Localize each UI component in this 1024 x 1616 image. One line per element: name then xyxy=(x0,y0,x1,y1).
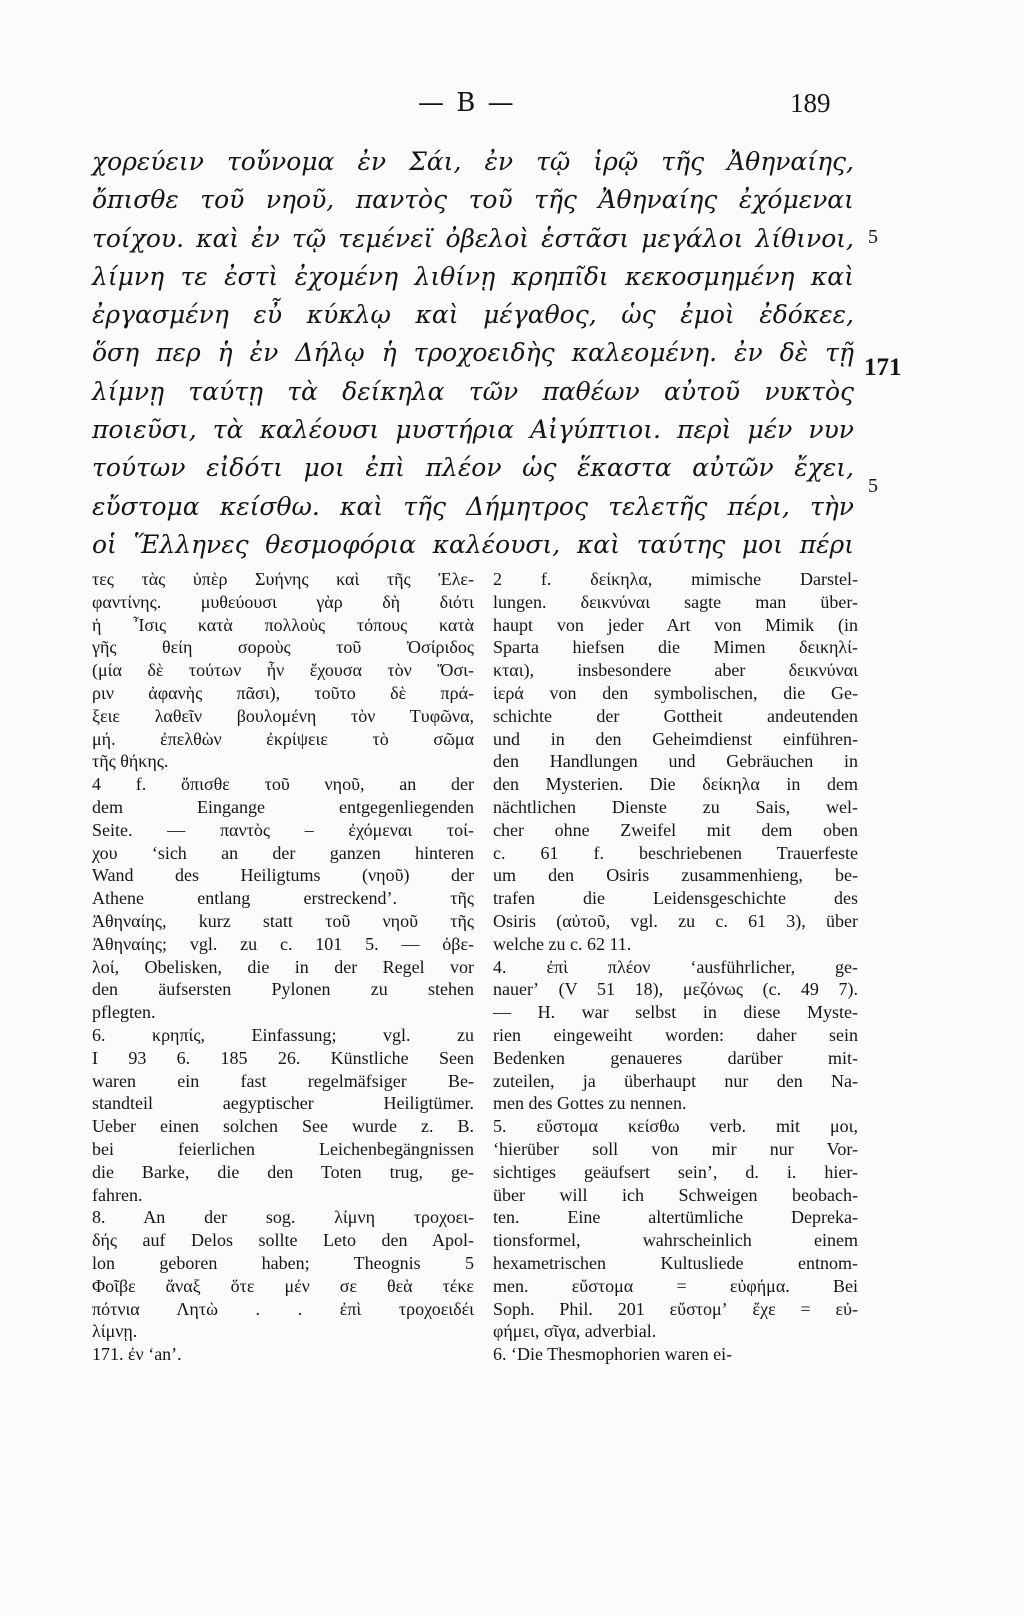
page-number: 189 xyxy=(790,88,831,118)
note-line: fahren. xyxy=(92,1184,143,1205)
note-line: I 93 6. 185 26. Künstliche Seen xyxy=(92,1047,474,1068)
note-line: lon geboren haben; Theognis 5 xyxy=(92,1252,474,1273)
text-line: τοίχου. καὶ ἐν τῷ τεμένεϊ ὀβελοὶ ἑστᾶσι μεγάλοι λίθινοι, xyxy=(92,223,854,253)
note-line: τῆς θήκης. xyxy=(92,751,169,772)
line-number-10: 5 xyxy=(868,475,878,497)
note-line: men des Gottes zu nennen. xyxy=(493,1093,687,1114)
note-line: den Mysterien. Die δείκηλα in dem xyxy=(493,774,858,795)
note-line: γῆς θείη σοροὺς τοῦ Ὀσίριδος xyxy=(92,637,474,658)
note-line: ἱερά von den symbolischen, die Ge- xyxy=(493,682,858,703)
note-line: pflegten. xyxy=(92,1002,156,1023)
note-line: μή. ἐπελθὼν ἐκρίψειε τὸ σῶμα xyxy=(92,728,474,749)
note-line: ʻhierüber soll von mir nur Vor- xyxy=(493,1138,858,1159)
note-line: ξειε λαθεῖν βουλομένη τὸν Τυφῶνα, xyxy=(92,705,474,726)
text-line: ἐργασμένη εὖ κύκλῳ καὶ μέγαθος, ὡς ἐμοὶ ἐδόκεε, xyxy=(92,300,854,330)
note-line: nächtlichen Dienste zu Sais, wel- xyxy=(493,796,858,817)
main-greek-text xyxy=(92,143,854,564)
note-line: 6. ʻDie Thesmophorien waren ei- xyxy=(493,1344,733,1365)
note-line: 4 f. ὄπισθε τοῦ νηοῦ, an der xyxy=(92,774,474,795)
note-line: haupt von jeder Art von Mimik (in xyxy=(493,614,858,635)
text-line: τούτων εἰδότι μοι ἐπὶ πλέον ὡς ἕκαστα αὐτῶν ἔχει, xyxy=(92,453,854,483)
note-line: dem Eingange entgegenliegenden xyxy=(92,796,474,817)
note-line: Ἀθηναίης; vgl. zu c. 101 5. — ὀβε- xyxy=(92,933,474,954)
note-line: φήμει, σῖγα, adverbial. xyxy=(493,1321,657,1342)
note-line: 6. κρηπίς, Einfassung; vgl. zu xyxy=(92,1024,474,1045)
note-line: tionsformel, wahrscheinlich einem xyxy=(493,1230,858,1251)
note-line: λοί, Obelisken, die in der Regel vor xyxy=(92,956,474,977)
note-line: Athene entlang erstreckendʼ. τῆς xyxy=(92,888,474,909)
text-line: εὔστομα κείσθω. καὶ τῆς Δήμητρος τελετῆς πέρι, τὴν xyxy=(92,491,854,521)
note-line: Soph. Phil. 201 εὔστομʼ ἔχε = εὐ- xyxy=(493,1298,858,1319)
note-line: Bedenken genaueres darüber mit- xyxy=(493,1047,858,1068)
note-line: φαντίνης. μυθεύουσι γὰρ δὴ διότι xyxy=(92,591,474,612)
text-line: ποιεῦσι, τὰ καλέουσι μυστήρια Αἰγύπτιοι. περὶ μέν νυν xyxy=(92,415,854,445)
note-line: ἡ Ἶσις κατὰ πολλοὺς τόπους κατὰ xyxy=(92,614,474,635)
note-line: den Handlungen und Gebräuchen in xyxy=(493,751,858,772)
note-line: zuteilen, ja überhaupt nur den Na- xyxy=(493,1070,858,1091)
chapter-number: 171 xyxy=(864,354,902,381)
note-line: Ἀθηναίης, kurz statt τοῦ νηοῦ τῆς xyxy=(92,910,474,931)
note-line: um den Osiris zusammenhieng, be- xyxy=(493,865,858,886)
text-line: λίμνη τε ἐστὶ ἐχομένη λιθίνῃ κρηπῖδι κεκοσμημένη καὶ xyxy=(92,261,854,291)
note-line: Osiris (αὐτοῦ, vgl. zu c. 61 3), über xyxy=(493,910,858,931)
note-line: men. εὔστομα = εὐφήμα. Bei xyxy=(493,1275,858,1296)
note-line: und in den Geheimdienst einführen- xyxy=(493,728,858,749)
note-line: über will ich Schweigen beobach- xyxy=(493,1184,858,1205)
signature-mark: — B — xyxy=(418,88,516,118)
note-line: die Barke, die den Toten trug, ge- xyxy=(92,1161,474,1182)
note-line: πότνια Λητὼ . . ἐπὶ τροχοειδέι xyxy=(92,1298,474,1319)
text-line: λίμνῃ ταύτῃ τὰ δείκηλα τῶν παθέων αὐτοῦ νυκτὸς xyxy=(92,376,854,406)
note-line: ten. Eine altertümliche Depreka- xyxy=(493,1207,858,1228)
note-line: Φοῖβε ἄναξ ὅτε μέν σε θεὰ τέκε xyxy=(92,1275,474,1296)
note-line: (μία δὲ τούτων ἦν ἔχουσα τὸν Ὄσι- xyxy=(92,660,474,681)
note-line: τες τὰς ὑπὲρ Συήνης καὶ τῆς Ἐλε- xyxy=(92,569,474,589)
note-line: rien eingeweiht worden: daher sein xyxy=(493,1024,858,1045)
note-line: den äufsersten Pylonen zu stehen xyxy=(92,979,474,1000)
note-line: Ueber einen solchen See wurde z. B. xyxy=(92,1116,474,1137)
note-line: ριν ἀφανὴς πᾶσι), τοῦτο δὲ πρά- xyxy=(92,682,474,703)
note-line: c. 61 f. beschriebenen Trauerfeste xyxy=(493,842,858,863)
note-line: 4. ἐπὶ πλέον ʻausführlicher, ge- xyxy=(493,956,858,977)
note-line: hexametrischen Kultusliede entnom- xyxy=(493,1252,858,1273)
note-line: — H. war selbst in diese Myste- xyxy=(493,1002,858,1023)
commentary-left-column xyxy=(92,568,474,1366)
note-line: 171. ἐν ʻanʼ. xyxy=(92,1344,182,1365)
note-line: standteil aegyptischer Heiligtümer. xyxy=(92,1093,474,1114)
note-line: cher ohne Zweifel mit dem oben xyxy=(493,819,858,840)
note-line: bei feierlichen Leichenbegängnissen xyxy=(92,1138,474,1159)
line-number-5: 5 xyxy=(868,226,878,248)
note-line: 2 f. δείκηλα, mimische Darstel- xyxy=(493,569,858,589)
note-line: Seite. — παντὸς – ἐχόμεναι τοί- xyxy=(92,819,474,840)
note-line: 5. εὔστομα κείσθω verb. mit μοι, xyxy=(493,1116,858,1137)
note-line: λίμνῃ. xyxy=(92,1321,138,1342)
note-line: Sparta hiefsen die Mimen δεικηλί- xyxy=(493,637,858,658)
note-line: trafen die Leidensgeschichte des xyxy=(493,888,858,909)
note-line: lungen. δεικνύναι sagte man über- xyxy=(493,591,858,612)
text-line: ὄπισθε τοῦ νηοῦ, παντὸς τοῦ τῆς Ἀθηναίης ἐχόμεναι xyxy=(92,185,854,215)
note-line: waren ein fast regelmäfsiger Be- xyxy=(92,1070,474,1091)
note-line: 8. An der sog. λίμνη τροχοει- xyxy=(92,1207,474,1228)
text-line: χορεύειν τοὔνομα ἐν Σάι, ἐν τῷ ἱρῷ τῆς Ἀθηναίης, xyxy=(92,147,854,176)
note-line: δής auf Delos sollte Leto den Apol- xyxy=(92,1230,474,1251)
text-line: ὅση περ ἡ ἐν Δήλῳ ἡ τροχοειδὴς καλεομένη. ἐν δὲ τῇ xyxy=(92,338,854,368)
commentary-right-column xyxy=(493,568,858,1366)
note-line: welche zu c. 62 11. xyxy=(493,933,632,954)
text-line: οἱ Ἕλληνες θεσμοφόρια καλέουσι, καὶ ταύτης μοι πέρι xyxy=(92,529,854,559)
note-line: κται), insbesondere aber δεικνύναι xyxy=(493,660,858,681)
note-line: Wand des Heiligtums (νηοῦ) der xyxy=(92,865,474,886)
note-line: nauerʼ (V 51 18), μεζόνως (c. 49 7). xyxy=(493,979,858,1000)
note-line: χου ʻsich an der ganzen hinteren xyxy=(92,842,474,863)
note-line: sichtiges geäufsert seinʼ, d. i. hier- xyxy=(493,1161,858,1182)
note-line: schichte der Gottheit andeutenden xyxy=(493,705,858,726)
